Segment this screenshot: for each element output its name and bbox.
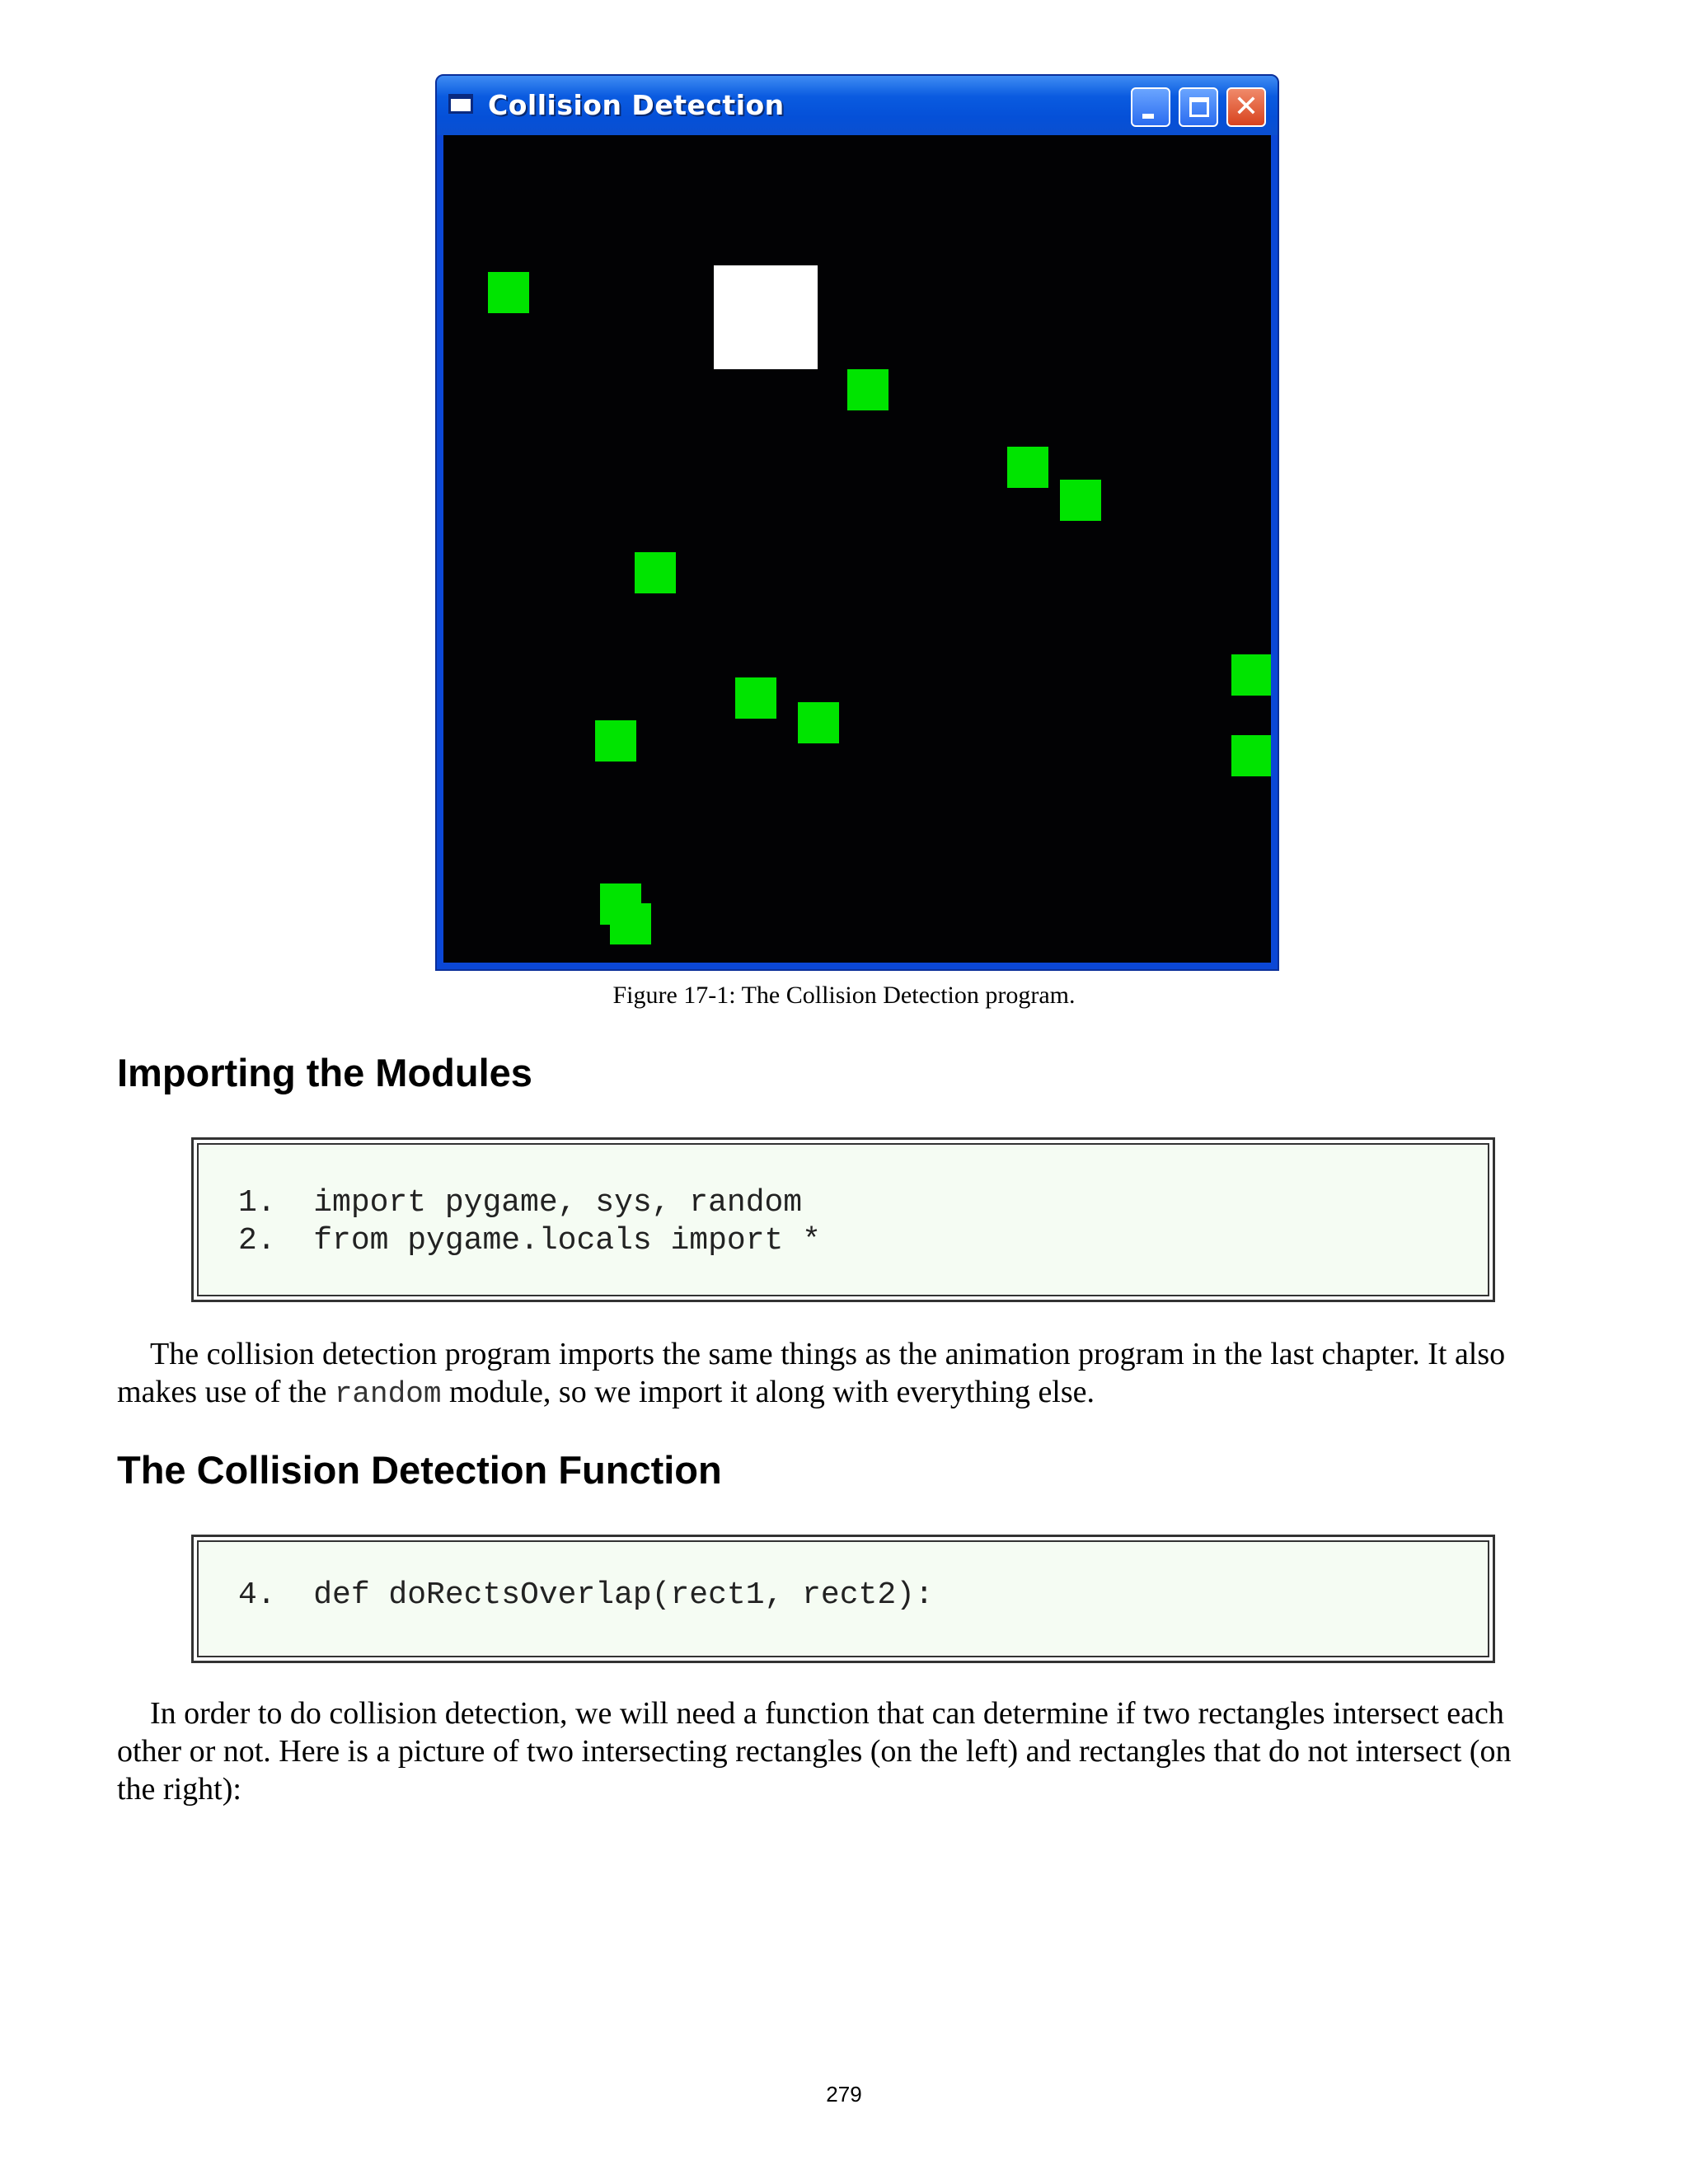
inline-code-random: random [334, 1377, 442, 1411]
food-square [488, 272, 529, 313]
figure-caption: Figure 17-1: The Collision Detection program. [612, 982, 1076, 1009]
food-square [1231, 654, 1271, 696]
food-square [1007, 447, 1048, 488]
minimize-button[interactable] [1131, 87, 1170, 127]
paragraph-imports [117, 1335, 1551, 1413]
window-app-icon[interactable] [448, 94, 473, 114]
food-square [635, 552, 676, 593]
code-line: 4. def doRectsOverlap(rect1, rect2): [238, 1577, 934, 1613]
code-listing-function [191, 1535, 1495, 1663]
food-square [1231, 735, 1271, 776]
food-square [735, 677, 776, 719]
window-titlebar[interactable] [437, 76, 1278, 135]
paragraph-text: The collision detection program imports the same things as the animation program in the last chapter. It also makes use of the [117, 1337, 1506, 1409]
section-heading-importing-modules: Importing the Modules [117, 1051, 532, 1094]
collision-detection-window [435, 74, 1279, 971]
section-heading-collision-function: The Collision Detection Function [117, 1448, 722, 1492]
player-square [714, 265, 818, 369]
code-line: 1. import pygame, sys, random [238, 1185, 803, 1221]
food-square [595, 720, 636, 762]
food-square [847, 369, 889, 410]
code-line: 2. from pygame.locals import * [238, 1223, 821, 1258]
maximize-button[interactable] [1179, 87, 1218, 127]
minimize-icon [1142, 114, 1154, 119]
paragraph-collision: In order to do collision detection, we will need a function that can determine if two rectangles intersect each other or not. Here is a picture of two intersecting rectangles (on the left) and rectangles that do not intersect (on the right): [117, 1696, 1512, 1807]
close-icon: ✕ [1233, 90, 1259, 124]
food-square [610, 903, 651, 944]
paragraph-text: module, so we import it along with everything else. [441, 1375, 1095, 1409]
close-button[interactable] [1226, 87, 1266, 127]
window-title: Collision Detection [488, 89, 785, 121]
page-number: 279 [826, 2082, 862, 2107]
food-square [798, 702, 839, 743]
food-square [1060, 480, 1101, 521]
maximize-icon [1189, 97, 1209, 117]
game-canvas [443, 135, 1271, 963]
code-listing-imports [191, 1137, 1495, 1302]
